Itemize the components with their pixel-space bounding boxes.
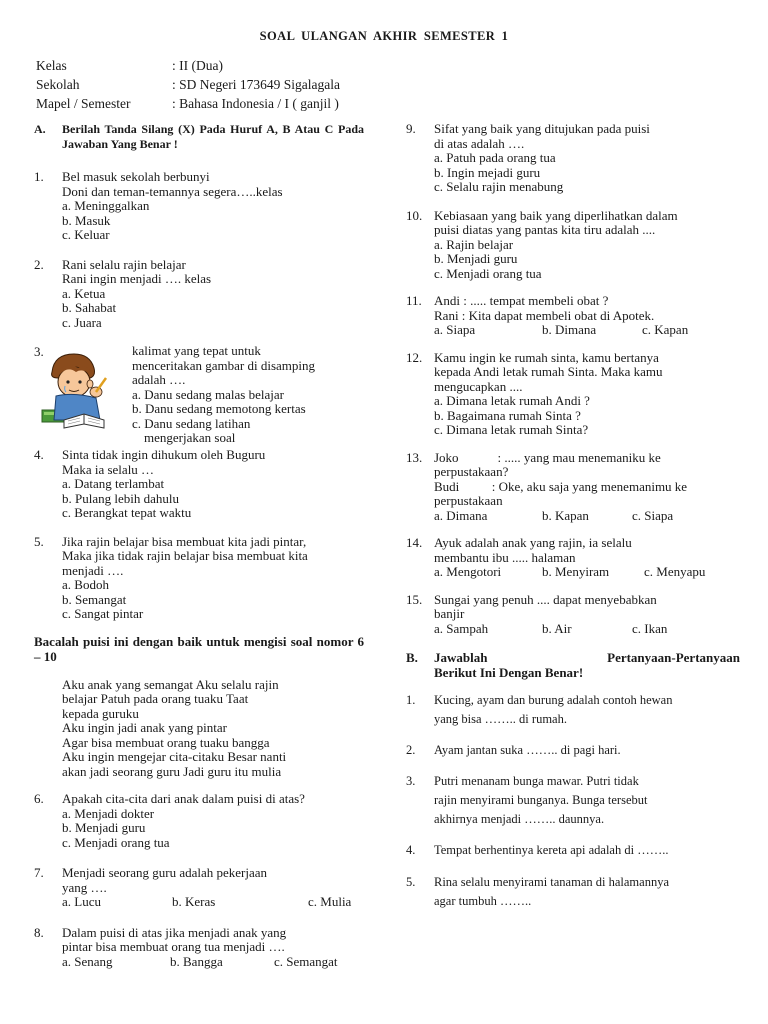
- poem-line: Aku anak yang semangat Aku selalu rajin: [62, 676, 279, 692]
- question-text: menceritakan gambar di disamping: [132, 357, 316, 373]
- options-row: [434, 565, 740, 580]
- info-value: : Bahasa Indonesia / I ( ganjil ): [172, 96, 339, 111]
- question-text: Rani selalu rajin belajar: [62, 256, 186, 272]
- section-instruction: Berilah Tanda Silang (X) Pada Huruf A, B Atau C Pada Jawaban Yang Benar !: [62, 122, 364, 151]
- right-column: [406, 122, 740, 911]
- question-number: 3.: [406, 774, 416, 788]
- section-b-header: [406, 650, 740, 680]
- question-text: puisi diatas yang pantas kita tiru adalah ....: [434, 222, 656, 237]
- option[interactable]: b. Bagaimana rumah Sinta ?: [434, 407, 581, 423]
- question-4: [34, 448, 364, 521]
- question-number: 2.: [34, 256, 44, 272]
- question-14: [406, 536, 740, 580]
- question-13: [406, 451, 740, 524]
- poem-line: Aku ingin jadi anak yang pintar: [62, 720, 227, 735]
- question-1: [34, 170, 364, 243]
- section-a-header: [34, 122, 364, 152]
- option[interactable]: c. Berangkat tepat waktu: [62, 505, 192, 520]
- question-text: menjadi ….: [62, 562, 124, 578]
- option[interactable]: a. Meninggalkan: [62, 198, 150, 213]
- question-text: yang bisa …….. di rumah.: [434, 712, 567, 726]
- question-10: [406, 209, 740, 282]
- question-text: Sungai yang penuh .... dapat menyebabkan: [434, 591, 657, 607]
- poem-line: akan jadi seorang guru Jadi guru itu mulia: [62, 763, 282, 779]
- question-text: Maka jika tidak rajin belajar bisa membuat kita: [62, 548, 308, 563]
- question-text: membantu ibu ..... halaman: [434, 549, 576, 565]
- option[interactable]: a. Ketua: [62, 285, 106, 301]
- dialog-line: Joko : ..... yang mau menemaniku ke: [434, 449, 661, 465]
- boy-studying-illustration: [38, 348, 124, 432]
- option[interactable]: a. Datang terlambat: [62, 476, 165, 491]
- essay-question-4: [406, 841, 740, 860]
- poem-line: kepada guruku: [62, 705, 139, 721]
- question-number: 6.: [34, 791, 44, 806]
- option[interactable]: c. Kapan: [642, 322, 689, 337]
- question-text: Maka ia selalu …: [62, 461, 155, 477]
- question-text: di atas adalah ….: [434, 135, 525, 151]
- option[interactable]: c. Sangat pintar: [62, 606, 144, 621]
- question-5: [34, 535, 364, 622]
- question-text: Sifat yang baik yang ditujukan pada puisi: [434, 121, 650, 136]
- poem-line: belajar Patuh pada orang tuaku Taat: [62, 691, 249, 706]
- question-9: [406, 122, 740, 195]
- section-number: A.: [34, 122, 46, 136]
- question-number: 11.: [406, 293, 422, 308]
- option[interactable]: c. Menyapu: [644, 564, 706, 579]
- question-text: akhirnya menjadi …….. daunnya.: [434, 812, 605, 826]
- question-text: agar tumbuh ……..: [434, 894, 532, 908]
- option[interactable]: a. Bodoh: [62, 577, 109, 592]
- question-7: [34, 866, 364, 910]
- question-number: 4.: [406, 843, 416, 857]
- question-text: Kucing, ayam dan burung adalah contoh hewan: [434, 693, 673, 707]
- poem-line: Agar bisa membuat orang tuaku bangga: [62, 734, 270, 750]
- question-number: 1.: [34, 169, 44, 184]
- option[interactable]: c. Ikan: [632, 620, 668, 636]
- option[interactable]: c. Menjadi orang tua: [434, 265, 542, 281]
- options-row: [434, 323, 740, 338]
- student-info: [36, 56, 340, 113]
- option[interactable]: a. Dimana letak rumah Andi ?: [434, 393, 590, 408]
- option[interactable]: a. Senang: [62, 953, 113, 969]
- question-text: mengucapkan ....: [434, 378, 523, 394]
- question-text: Ayuk adalah anak yang rajin, ia selalu: [434, 535, 632, 550]
- instruction-word: Jawablah: [434, 650, 488, 665]
- question-text: banjir: [434, 606, 465, 621]
- option[interactable]: b. Dimana: [542, 322, 597, 337]
- option[interactable]: b. Ingin mejadi guru: [434, 164, 541, 180]
- info-row-subject: [36, 94, 340, 113]
- dialog-line: Budi : Oke, aku saja yang menemanimu ke: [434, 478, 688, 494]
- question-number: 10.: [406, 207, 423, 223]
- question-text: pintar bisa membuat orang tua menjadi ….: [62, 939, 285, 954]
- question-number: 2.: [406, 743, 416, 757]
- option[interactable]: c. Keluar: [62, 227, 110, 242]
- question-text: adalah ….: [132, 372, 186, 387]
- question-number: 7.: [34, 865, 44, 880]
- question-text: Rani : Kita dapat membeli obat di Apotek.: [434, 307, 655, 323]
- option[interactable]: b. Kapan: [542, 507, 589, 523]
- section-instruction-line: [434, 650, 740, 665]
- essay-question-2: [406, 741, 740, 760]
- option[interactable]: c. Dimana letak rumah Sinta?: [434, 422, 589, 437]
- question-text: Dalam puisi di atas jika menjadi anak yang: [62, 924, 287, 940]
- option[interactable]: b. Pulang lebih dahulu: [62, 490, 179, 506]
- info-row-school: [36, 75, 340, 94]
- question-text: Doni dan teman-temannya segera…..kelas: [62, 183, 283, 199]
- question-number: 1.: [406, 693, 416, 707]
- poem: [34, 678, 364, 780]
- option[interactable]: a. Lucu: [62, 894, 101, 909]
- question-text: Tempat berhentinya kereta api adalah di ……..: [434, 843, 669, 857]
- option[interactable]: b. Menyiram: [542, 564, 610, 579]
- question-3: [34, 343, 364, 445]
- question-text: Putri menanam bunga mawar. Putri tidak: [434, 774, 639, 788]
- question-number: 12.: [406, 349, 423, 365]
- option[interactable]: a. Mengotori: [434, 564, 502, 579]
- question-text: Kamu ingin ke rumah sinta, kamu bertanya: [434, 349, 659, 365]
- info-value: : SD Negeri 173649 Sigalagala: [172, 77, 340, 92]
- options-row: [434, 509, 740, 524]
- question-text: Apakah cita-cita dari anak dalam puisi di atas?: [62, 791, 305, 806]
- question-text: kepada Andi letak rumah Sinta. Maka kamu: [434, 364, 663, 379]
- question-8: [34, 926, 364, 970]
- option[interactable]: b. Menjadi guru: [434, 251, 518, 266]
- option[interactable]: b. Danu sedang memotong kertas: [132, 401, 306, 416]
- option[interactable]: b. Menjadi guru: [62, 820, 146, 835]
- section-instruction: [434, 650, 740, 680]
- option[interactable]: c. Semangat: [274, 953, 338, 969]
- option[interactable]: b. Sahabat: [62, 300, 117, 315]
- option[interactable]: c. Danu sedang latihan: [132, 415, 251, 431]
- instruction-word: Pertanyaan-Pertanyaan: [607, 650, 740, 665]
- question-text: Jika rajin belajar bisa membuat kita jadi pintar,: [62, 533, 307, 549]
- option[interactable]: c. Juara: [62, 314, 102, 330]
- option[interactable]: a. Danu sedang malas belajar: [132, 386, 284, 402]
- question-2: [34, 258, 364, 331]
- section-instruction-line: Berikut Ini Dengan Benar!: [434, 665, 584, 680]
- question-text: Bel masuk sekolah berbunyi: [62, 169, 210, 184]
- section-number: B.: [406, 650, 418, 665]
- info-label: Mapel / Semester: [36, 96, 131, 111]
- question-6: [34, 792, 364, 850]
- question-number: 4.: [34, 447, 44, 462]
- question-text: yang ….: [62, 879, 107, 895]
- question-number: 3.: [34, 344, 44, 359]
- question-text: Rina selalu menyirami tanaman di halamannya: [434, 875, 669, 889]
- question-12: [406, 351, 740, 438]
- info-row-class: [36, 56, 340, 75]
- option[interactable]: a. Menjadi dokter: [62, 805, 155, 821]
- question-body: [132, 344, 315, 446]
- dialog-line: perpustakaan?: [434, 464, 509, 479]
- left-column: [34, 122, 364, 969]
- option[interactable]: b. Keras: [172, 894, 216, 909]
- options-row: [62, 955, 364, 970]
- poem-line: Aku ingin mengejar cita-citaku Besar nanti: [62, 749, 287, 764]
- poem-instruction: Bacalah puisi ini dengan baik untuk mengisi soal nomor 6 – 10: [34, 633, 364, 664]
- page-title: SOAL ULANGAN AKHIR SEMESTER 1: [259, 29, 509, 43]
- info-value: : II (Dua): [172, 58, 223, 73]
- question-number: 15.: [406, 591, 423, 607]
- question-text: Menjadi seorang guru adalah pekerjaan: [62, 865, 268, 880]
- essay-question-3: [406, 772, 740, 829]
- options-row: [62, 895, 364, 910]
- question-number: 8.: [34, 924, 44, 940]
- question-number: 14.: [406, 535, 423, 550]
- essay-question-1: [406, 691, 740, 729]
- option[interactable]: a. Siapa: [434, 322, 476, 337]
- option[interactable]: c. Selalu rajin menabung: [434, 179, 564, 194]
- option[interactable]: b. Masuk: [62, 212, 111, 228]
- question-15: [406, 593, 740, 637]
- option[interactable]: a. Rajin belajar: [434, 236, 514, 252]
- option[interactable]: b. Bangga: [170, 953, 223, 969]
- question-text: kalimat yang tepat untuk: [132, 343, 261, 358]
- option[interactable]: c. Siapa: [632, 507, 674, 523]
- question-11: [406, 294, 740, 338]
- question-text: Andi : ..... tempat membeli obat ?: [434, 293, 609, 308]
- essay-question-5: [406, 873, 740, 911]
- option[interactable]: b. Semangat: [62, 591, 127, 607]
- option[interactable]: a. Dimana: [434, 507, 488, 523]
- info-label: Kelas: [36, 58, 67, 73]
- dialog-line: perpustakaan: [434, 493, 503, 508]
- option[interactable]: a. Sampah: [434, 620, 489, 636]
- option[interactable]: b. Air: [542, 620, 572, 636]
- option[interactable]: c. Menjadi orang tua: [62, 834, 170, 850]
- question-number: 5.: [34, 533, 44, 549]
- options-row: [434, 622, 740, 637]
- question-text: rajin menyirami bunganya. Bunga tersebut: [434, 793, 648, 807]
- question-number: 13.: [406, 449, 423, 465]
- question-text: Ayam jantan suka …….. di pagi hari.: [434, 743, 621, 757]
- option[interactable]: a. Patuh pada orang tua: [434, 150, 556, 165]
- option[interactable]: c. Mulia: [308, 894, 352, 909]
- question-text: Rani ingin menjadi …. kelas: [62, 271, 212, 286]
- question-text: Sinta tidak ingin dihukum oleh Buguru: [62, 447, 266, 462]
- question-text: Kebiasaan yang baik yang diperlihatkan dalam: [434, 207, 678, 223]
- question-number: 9.: [406, 121, 416, 136]
- question-number: 5.: [406, 875, 416, 889]
- info-label: Sekolah: [36, 77, 80, 92]
- option-continued: mengerjakan soal: [144, 430, 236, 445]
